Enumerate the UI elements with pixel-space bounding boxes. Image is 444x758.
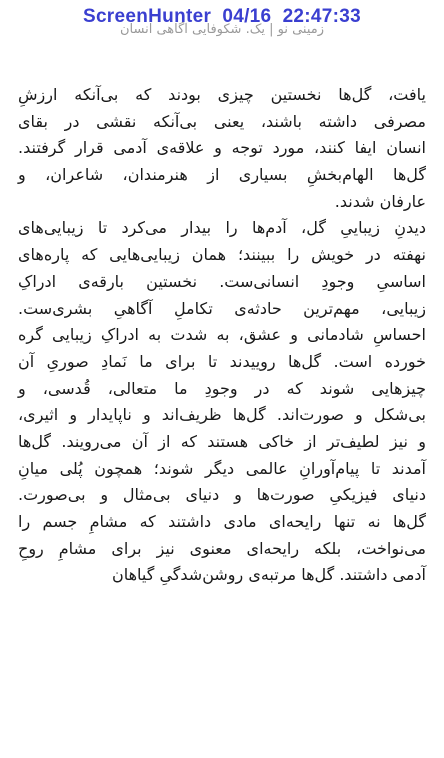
text-line: اساسیِ وجودِ انسانی‌ست. نخستین بارقه‌ی ادراکِ bbox=[18, 271, 426, 291]
text-line: گل‌ها الهام‌بخشِ بسیاری از هنرمندان، شاعران، و bbox=[18, 165, 426, 185]
page-body bbox=[18, 82, 426, 589]
text-line: نهفته در خویش را ببینند؛ همان زیبایی‌هایی که پاره‌های bbox=[18, 245, 426, 265]
text-line: یافت، گل‌ها نخستین چیزی بودند که بی‌آنکه ارزشِ bbox=[18, 85, 426, 104]
text-line: چیزهایی شوند که در وجودِ ما متعالی، قُدسی، و bbox=[18, 378, 426, 398]
watermark-time: 22:47:33 bbox=[282, 6, 362, 27]
text-line: احساسِ شادمانی و عشق، به شدت به ادراکِ زیبایی گره bbox=[18, 325, 426, 345]
text-line: می‌نواخت، بلکه رایحه‌ای معنوی نیز برای مشامِ روحِ bbox=[18, 538, 426, 558]
screenshot-watermark bbox=[0, 6, 444, 28]
text-line: خورده است. گل‌ها روییدند تا برای ما نَمادِ صوریِ آن bbox=[18, 351, 426, 371]
text-line: آمدند تا پیام‌آورانِ عالمی دیگر شوند؛ همچون پُلی میانِ bbox=[18, 458, 426, 478]
text-line: مصرفی داشته باشند، یعنی بی‌آنکه نقشی در بقای bbox=[18, 111, 426, 131]
watermark-date: 04/16 bbox=[222, 6, 272, 27]
watermark-app-name: ScreenHunter bbox=[82, 6, 212, 27]
text-line: گل‌ها نه تنها رایحه‌ای مادی داشتند که مشامِ جسم را bbox=[18, 512, 426, 531]
text-line: عارفان شدند. bbox=[334, 191, 426, 211]
text-line: زیبایی، مهم‌ترین حادثه‌ی تکاملِ آگاهیِ بشری‌ست. bbox=[18, 298, 426, 318]
text-line: بی‌شکل و صورت‌اند. گل‌ها ظریف‌اند و ناپایدار و اثیری، bbox=[18, 405, 426, 425]
text-line: انسان ایفا کنند، مورد توجه و علاقه‌ی آدمی قرار گرفتند. bbox=[18, 138, 426, 158]
text-line: دنیای فیزیکیِ صورت‌ها و دنیای بی‌مثال و بی‌صورت. bbox=[18, 485, 426, 505]
running-header: زمینی نو | یک. شکوفایی آگاهی انسان bbox=[119, 22, 325, 37]
text-line: آدمی داشتند. گل‌ها مرتبه‌ی روشن‌شدگیِ گیاهان bbox=[111, 565, 426, 585]
text-line: دیدنِ زیباییِ گل، آدم‌ها را بیدار می‌کرد تا زیبایی‌های bbox=[18, 218, 426, 238]
text-line: و نیز لطیف‌تر از خاکی هستند که از آن می‌رویند. گل‌ها bbox=[18, 431, 426, 451]
